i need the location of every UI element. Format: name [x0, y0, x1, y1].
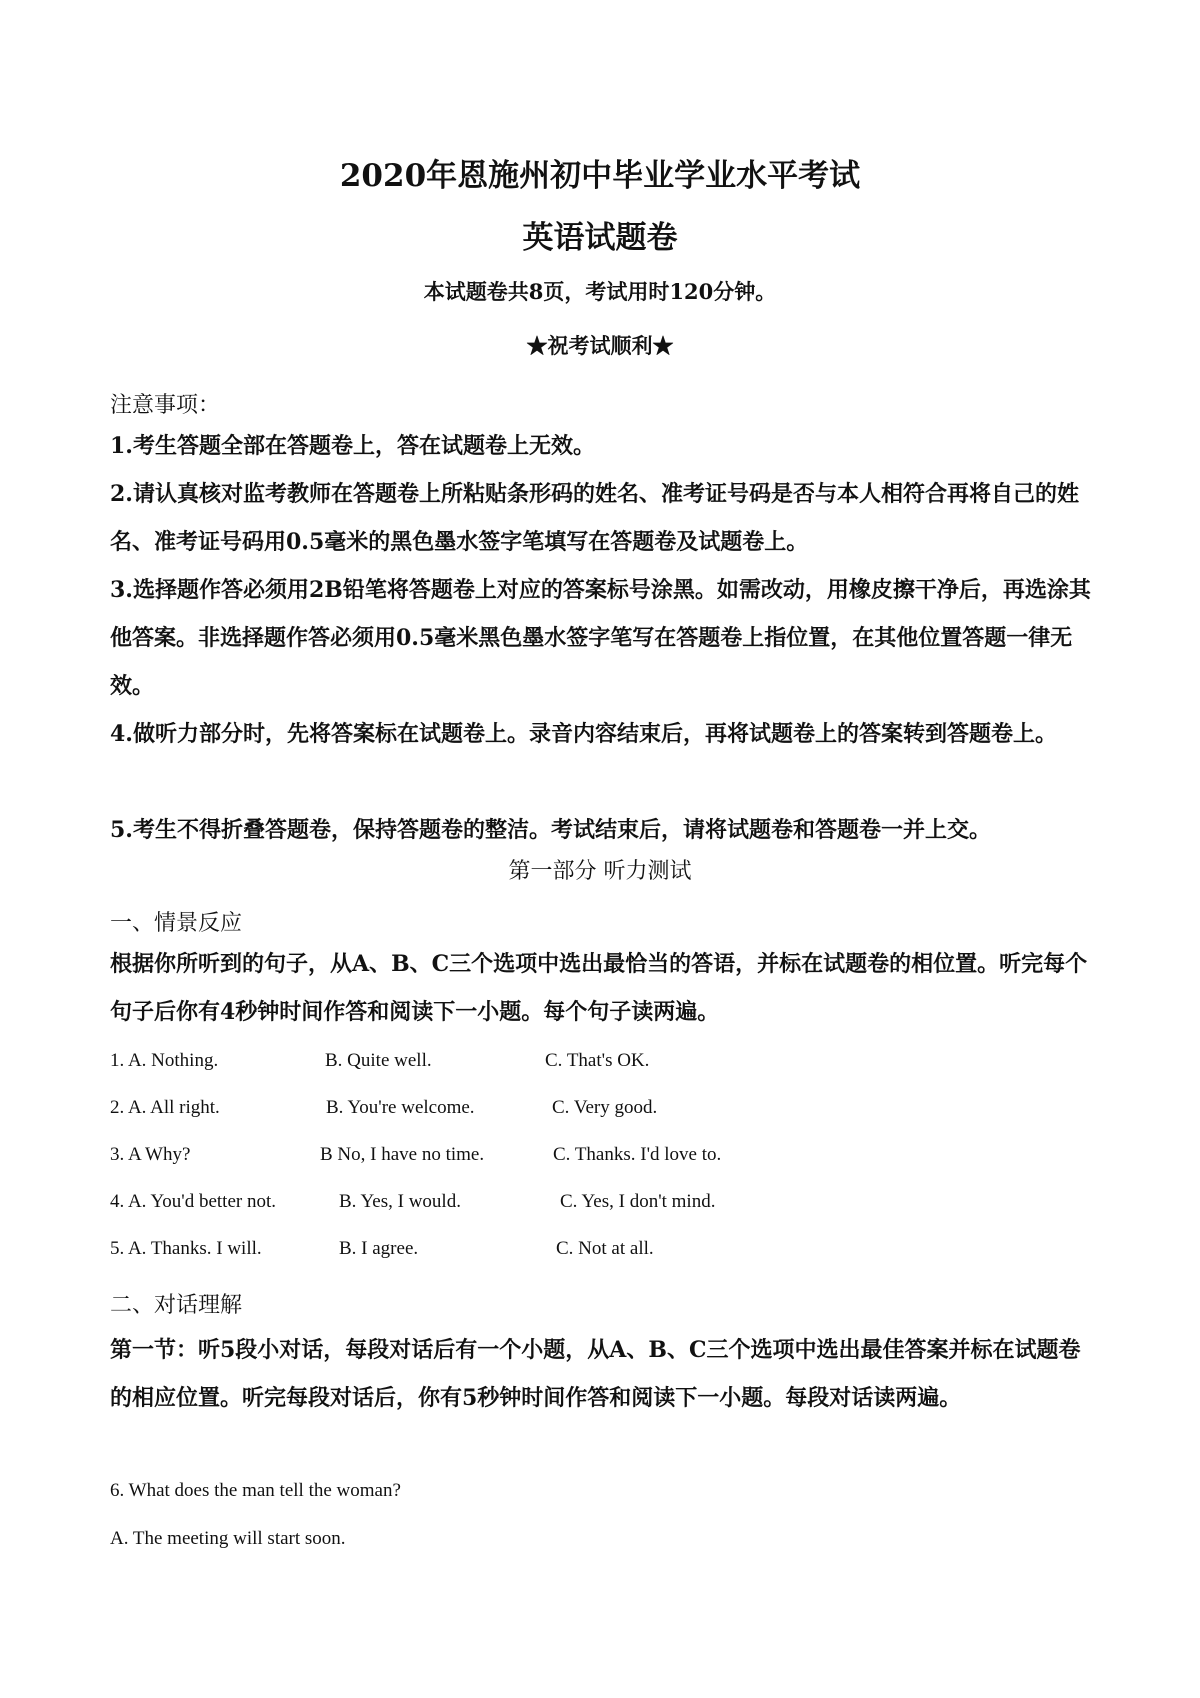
- q4-option-a: 4. A. You'd better not.: [110, 1191, 276, 1212]
- q1-option-c: C. That's OK.: [545, 1050, 650, 1071]
- q2-option-b: B. You're welcome.: [326, 1097, 475, 1118]
- q1-option-b: B. Quite well.: [325, 1050, 432, 1071]
- note-item-2: 2.请认真核对监考教师在答题卷上所粘贴条形码的姓名、准考证号码是否与本人相符合再将自己的姓名、准考证号码用0.5毫米的黑色墨水签字笔填写在答题卷及试题卷上。: [110, 481, 1079, 555]
- section1-instruction: 根据你所听到的句子，从A、B、C三个选项中选出最恰当的答语，并标在试题卷的相位置。听完每个句子后你有4秒钟时间作答和阅读下一小题。每个句子读两遍。: [110, 951, 1088, 1025]
- note-item-4: 4.做听力部分时，先将答案标在试题卷上。录音内容结束后，再将试题卷上的答案转到答题卷上。: [110, 721, 1057, 747]
- question-6: 6. What does the man tell the woman?: [110, 1480, 401, 1501]
- exam-info: 本试题卷共8页，考试用时120分钟。: [423, 279, 777, 304]
- section1-heading: 一、情景反应: [110, 911, 243, 936]
- q4-option-b: B. Yes, I would.: [339, 1191, 461, 1212]
- q3-option-a: 3. A Why?: [110, 1144, 191, 1165]
- part1-title: 第一部分 听力测试: [508, 859, 692, 884]
- blessing-line: ★祝考试顺利★: [526, 333, 674, 358]
- q5-option-b: B. I agree.: [339, 1238, 419, 1259]
- q2-option-c: C. Very good.: [552, 1097, 658, 1118]
- q3-option-b: B No, I have no time.: [320, 1144, 485, 1165]
- exam-title: 2020年恩施州初中毕业学业水平考试: [339, 158, 861, 194]
- q6-option-a: A. The meeting will start soon.: [110, 1528, 346, 1549]
- note-item-5: 5.考生不得折叠答题卷，保持答题卷的整洁。考试结束后，请将试题卷和答题卷一并上交。: [110, 817, 991, 843]
- q2-option-a: 2. A. All right.: [110, 1097, 220, 1118]
- q5-option-a: 5. A. Thanks. I will.: [110, 1238, 262, 1259]
- section2-heading: 二、对话理解: [110, 1293, 243, 1318]
- note-item-3: 3.选择题作答必须用2B铅笔将答题卷上对应的答案标号涂黑。如需改动，用橡皮擦干净后，再选涂其他答案。非选择题作答必须用0.5毫米黑色墨水签字笔写在答题卷上指位置，在其他位置答题一律无效。: [110, 577, 1091, 699]
- q1-option-a: 1. A. Nothing.: [110, 1050, 219, 1071]
- section2-instruction: 第一节：听5段小对话，每段对话后有一个小题，从A、B、C三个选项中选出最佳答案并标在试题卷的相应位置。听完每段对话后，你有5秒钟时间作答和阅读下一小题。每段对话读两遍。: [110, 1337, 1081, 1411]
- q4-option-c: C. Yes, I don't mind.: [560, 1191, 716, 1212]
- q5-option-c: C. Not at all.: [556, 1238, 654, 1259]
- q3-option-c: C. Thanks. I'd love to.: [553, 1144, 722, 1165]
- exam-subtitle: 英语试题卷: [522, 220, 678, 256]
- notes-heading: 注意事项：: [110, 393, 221, 418]
- note-item-1: 1.考生答题全部在答题卷上，答在试题卷上无效。: [110, 433, 595, 459]
